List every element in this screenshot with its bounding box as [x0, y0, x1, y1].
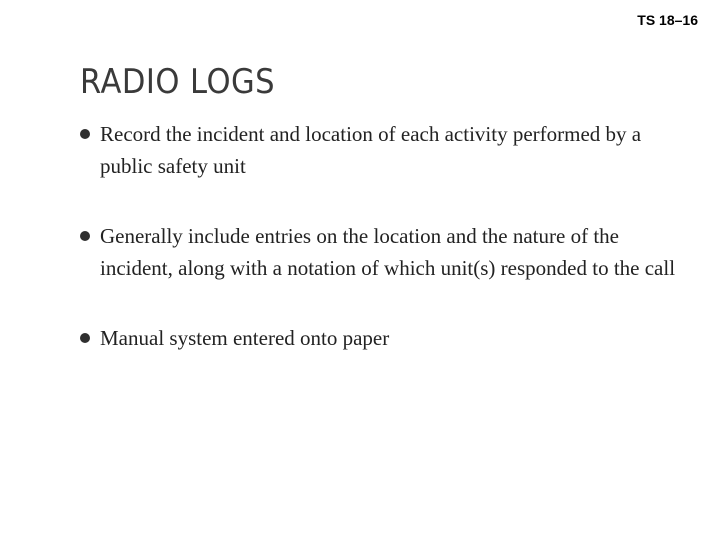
bullet-item	[80, 322, 680, 354]
bullet-dot-icon	[80, 333, 90, 343]
bullet-text: Manual system entered onto paper	[100, 326, 390, 350]
bullet-item	[80, 118, 680, 182]
bullet-dot-icon	[80, 231, 90, 241]
bullet-text: Generally include entries on the location and the nature of the incident, along with a notation of which unit(s) responded to the call	[100, 224, 676, 280]
bullet-text: Record the incident and location of each activity performed by a public safety unit	[100, 122, 642, 178]
bullet-item	[80, 220, 680, 284]
bullet-list	[80, 118, 680, 392]
slide-number: TS 18–16	[637, 12, 698, 28]
slide-title: RADIO LOGS	[80, 62, 276, 102]
bullet-dot-icon	[80, 129, 90, 139]
